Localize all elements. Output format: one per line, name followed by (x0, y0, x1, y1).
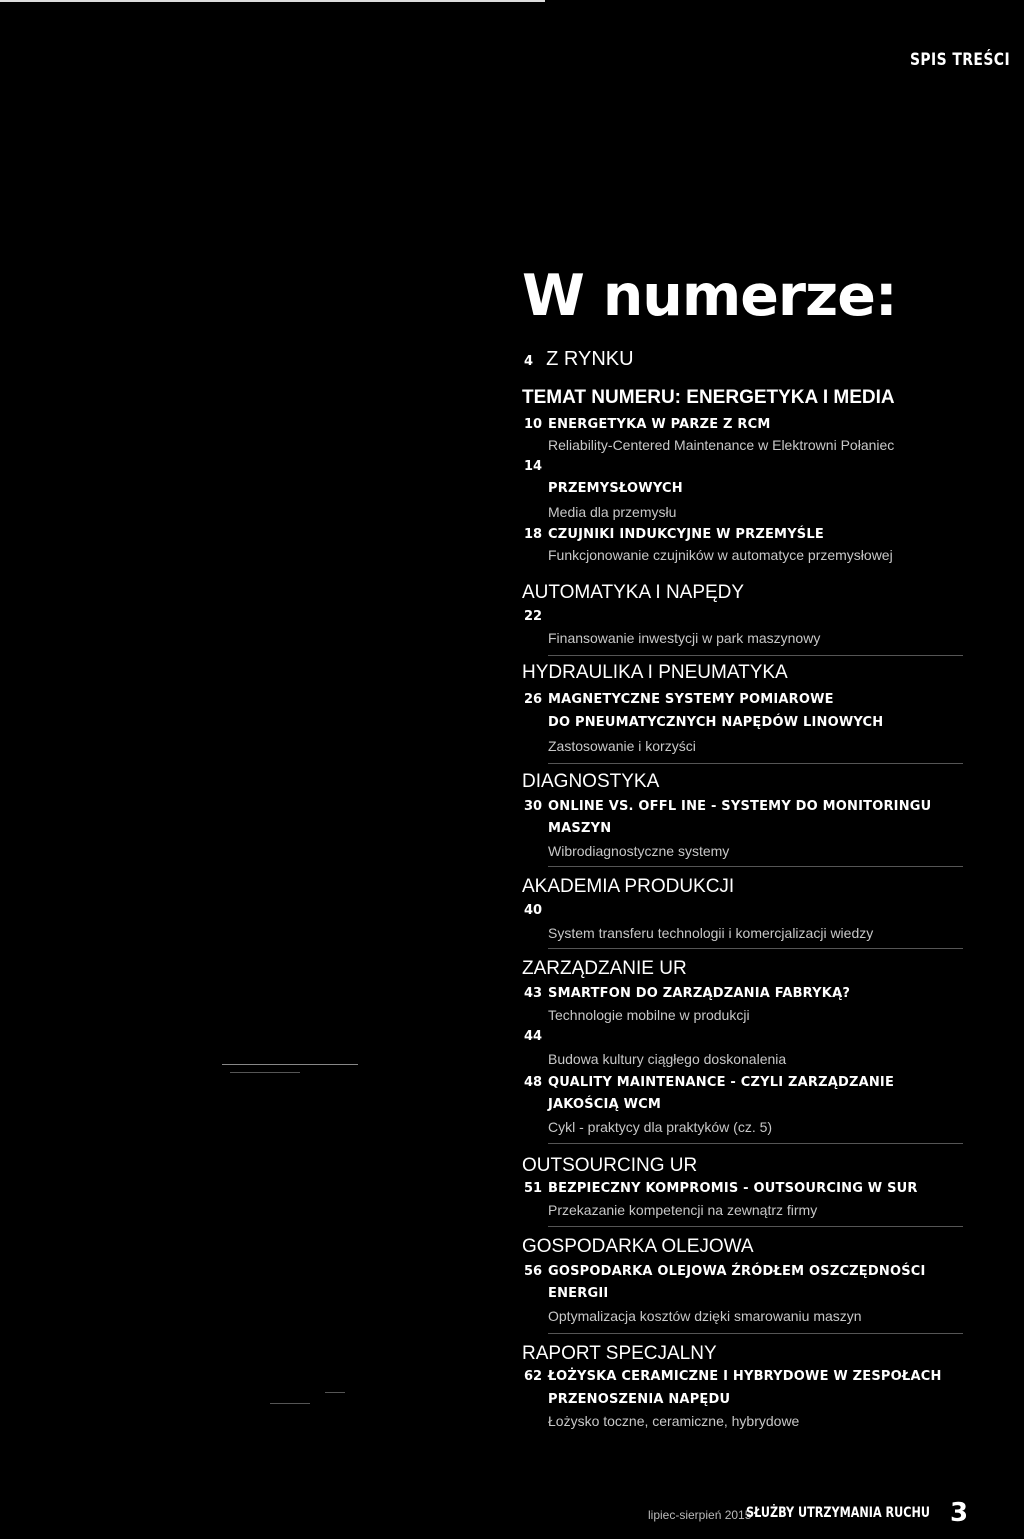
toc-entry-title-cont[interactable]: ENERGII (548, 1286, 609, 1301)
toc-entry-title[interactable]: MAGNETYCZNE SYSTEMY POMIAROWE (548, 692, 834, 707)
decorative-line (325, 1392, 345, 1393)
toc-entry-subtitle: Wibrodiagnostyczne systemy (548, 843, 730, 859)
toc-entry-subtitle[interactable]: Finansowanie inwestycji w park maszynowy (548, 630, 821, 646)
toc-entry-subtitle: Zastosowanie i korzyści (548, 738, 696, 754)
separator (548, 866, 963, 867)
separator (548, 1226, 963, 1227)
toc-entry-subtitle: Optymalizacja kosztów dzięki smarowaniu maszyn (548, 1308, 862, 1324)
toc-entry-title[interactable]: ONLINE VS. OFFL INE - SYSTEMY DO MONITORINGU (548, 799, 932, 814)
toc-entry-title[interactable]: BEZPIECZNY KOMPROMIS - OUTSOURCING W SUR (548, 1181, 918, 1196)
toc-entry-page: 22 (524, 609, 543, 624)
toc-entry-page: 30 (524, 799, 543, 814)
section-heading-temat: TEMAT NUMERU: ENERGETYKA I MEDIA (522, 387, 895, 408)
toc-intro[interactable] (524, 348, 634, 371)
section-heading-automatyka: AUTOMATYKA I NAPĘDY (522, 582, 745, 603)
toc-entry-subtitle: Reliability-Centered Maintenance w Elektrowni Połaniec (548, 437, 895, 453)
separator (548, 948, 963, 949)
footer-page-number: 3 (950, 1498, 969, 1528)
decorative-line (222, 1064, 358, 1065)
toc-entry-title[interactable]: SMARTFON DO ZARZĄDZANIA FABRYKĄ? (548, 986, 851, 1001)
toc-entry-subtitle: Technologie mobilne w produkcji (548, 1007, 750, 1023)
toc-intro-title: Z RYNKU (546, 348, 634, 370)
toc-entry-page: 40 (524, 903, 543, 918)
section-heading-diagnostyka: DIAGNOSTYKA (522, 771, 660, 792)
toc-entry-subtitle[interactable]: Budowa kultury ciągłego doskonalenia (548, 1051, 787, 1067)
toc-entry-title[interactable]: ŁOŻYSKA CERAMICZNE I HYBRYDOWE W ZESPOŁACH (548, 1369, 942, 1384)
toc-entry-subtitle: Media dla przemysłu (548, 504, 677, 520)
toc-entry-subtitle: Funkcjonowanie czujników w automatyce przemysłowej (548, 547, 893, 563)
section-heading-zarzadzanie: ZARZĄDZANIE UR (522, 958, 687, 979)
toc-entry-subtitle: Cykl - praktycy dla praktyków (cz. 5) (548, 1119, 773, 1135)
separator (548, 1333, 963, 1334)
toc-entry-page: 43 (524, 986, 543, 1001)
toc-entry-title[interactable]: CZUJNIKI INDUKCYJNE W PRZEMYŚLE (548, 527, 824, 542)
toc-entry-page: 14 (524, 459, 543, 474)
toc-entry-title[interactable]: GOSPODARKA OLEJOWA ŹRÓDŁEM OSZCZĘDNOŚCI (548, 1264, 926, 1279)
toc-entry-page: 62 (524, 1369, 543, 1384)
decorative-line (270, 1403, 310, 1404)
section-heading-raport: RAPORT SPECJALNY (522, 1343, 717, 1364)
section-heading-hydraulika: HYDRAULIKA I PNEUMATYKA (522, 662, 788, 683)
separator (548, 655, 963, 656)
toc-entry-title[interactable]: ENERGETYKA W PARZE Z RCM (548, 417, 771, 432)
toc-intro-page: 4 (524, 354, 534, 369)
toc-entry-page: 48 (524, 1075, 543, 1090)
footer-date: lipiec-sierpień 2015 (648, 1508, 752, 1522)
section-label: SPIS TREŚCI (909, 50, 1010, 70)
toc-entry-page: 44 (524, 1029, 543, 1044)
toc-entry-subtitle[interactable]: System transferu technologii i komercjalizacji wiedzy (548, 925, 874, 941)
separator (548, 1143, 963, 1144)
toc-entry-title-cont[interactable]: JAKOŚCIĄ WCM (548, 1097, 661, 1112)
decorative-line (230, 1072, 300, 1073)
top-border-line (0, 0, 545, 2)
toc-entry-subtitle: Przekazanie kompetencji na zewnątrz firmy (548, 1202, 818, 1218)
toc-entry-page: 56 (524, 1264, 543, 1279)
toc-entry-page: 26 (524, 692, 543, 707)
section-heading-outsourcing: OUTSOURCING UR (522, 1155, 698, 1176)
section-heading-gospodarka: GOSPODARKA OLEJOWA (522, 1236, 754, 1257)
toc-entry-title-cont[interactable]: DO PNEUMATYCZNYCH NAPĘDÓW LINOWYCH (548, 715, 884, 730)
page-heading: W numerze: (522, 263, 897, 329)
toc-entry-title-cont[interactable]: MASZYN (548, 821, 612, 836)
section-heading-akademia: AKADEMIA PRODUKCJI (522, 876, 735, 897)
toc-entry-page: 18 (524, 527, 543, 542)
footer-magazine-title: SŁUŻBY UTRZYMANIA RUCHU (746, 1505, 930, 1521)
separator (548, 763, 963, 764)
toc-entry-page: 51 (524, 1181, 543, 1196)
toc-entry-title[interactable]: QUALITY MAINTENANCE - CZYLI ZARZĄDZANIE (548, 1075, 895, 1090)
toc-entry-title[interactable]: PRZEMYSŁOWYCH (548, 481, 683, 496)
toc-entry-subtitle: Łożysko toczne, ceramiczne, hybrydowe (548, 1413, 800, 1429)
toc-entry-title-cont[interactable]: PRZENOSZENIA NAPĘDU (548, 1392, 731, 1407)
toc-entry-page: 10 (524, 417, 543, 432)
